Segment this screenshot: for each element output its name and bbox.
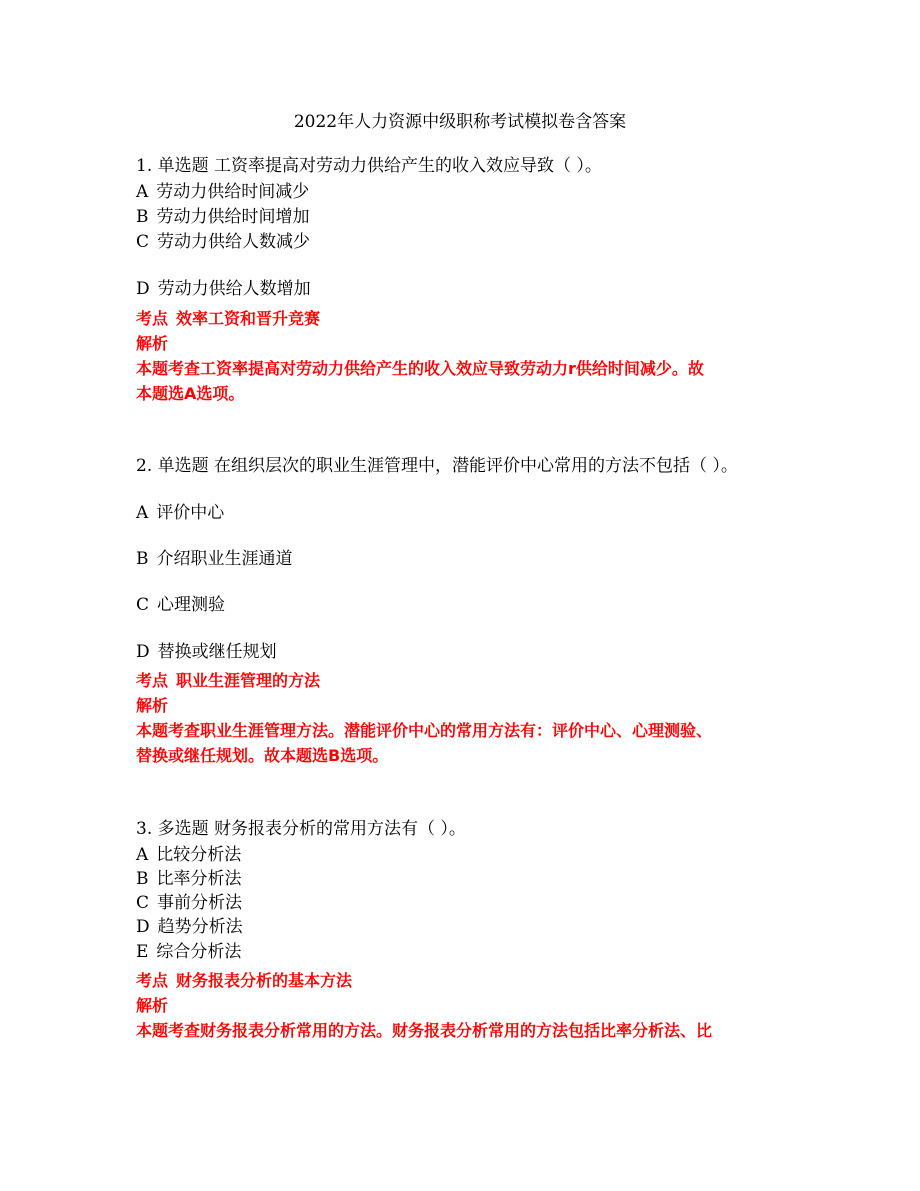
point-label: 考点 <box>136 671 169 690</box>
option-letter: A <box>136 182 149 202</box>
point-label: 考点 <box>136 309 169 328</box>
question-1-option-d <box>136 277 311 301</box>
option-letter: D <box>136 642 150 662</box>
option-text: 劳动力供给时间增加 <box>156 207 310 227</box>
question-3-header: 3. 多选题 财务报表分析的常用方法有（ ）。 <box>136 819 466 839</box>
question-2-option-d <box>136 640 277 664</box>
point-text: 职业生涯管理的方法 <box>176 671 321 690</box>
question-1-option-c <box>136 230 310 254</box>
option-text: 劳动力供给人数减少 <box>157 232 311 252</box>
question-3-option-c <box>136 891 242 915</box>
question-3-analysis-line: 本题考查财务报表分析常用的方法。财务报表分析常用的方法包括比率分析法、比 <box>136 1021 713 1040</box>
option-letter: C <box>136 893 150 913</box>
option-letter: C <box>136 595 150 615</box>
question-2-option-c <box>136 593 225 617</box>
option-text: 比率分析法 <box>156 869 242 889</box>
option-letter: A <box>136 845 149 865</box>
question-3-option-a <box>136 843 241 867</box>
option-text: 心理测验 <box>157 595 226 615</box>
question-3-analysis-label: 解析 <box>136 996 169 1015</box>
question-3-option-e <box>136 940 241 964</box>
option-letter: B <box>136 869 149 889</box>
question-1-point <box>136 307 320 331</box>
option-text: 替换或继任规划 <box>157 642 277 662</box>
question-3-point <box>136 969 352 993</box>
option-text: 介绍职业生涯通道 <box>156 549 293 569</box>
option-letter: E <box>136 942 149 962</box>
question-2-option-b <box>136 547 293 571</box>
point-text: 财务报表分析的基本方法 <box>176 971 353 990</box>
option-text: 综合分析法 <box>156 942 242 962</box>
question-2-point <box>136 669 320 693</box>
question-1-option-a <box>136 180 309 204</box>
option-letter: D <box>136 917 150 937</box>
question-1-option-b <box>136 205 310 229</box>
question-2-analysis-label: 解析 <box>136 696 169 715</box>
option-text: 评价中心 <box>156 503 225 523</box>
point-label: 考点 <box>136 971 169 990</box>
option-letter: D <box>136 279 150 299</box>
question-2-analysis-line: 本题考查职业生涯管理方法。潜能评价中心的常用方法有：评价中心、心理测验、 <box>136 721 713 740</box>
option-letter: C <box>136 232 150 252</box>
point-text: 效率工资和晋升竞赛 <box>176 309 321 328</box>
option-text: 事前分析法 <box>157 893 243 913</box>
question-2-analysis-line: 替换或继任规划。故本题选B选项。 <box>136 746 389 765</box>
question-3-option-d <box>136 915 243 939</box>
question-1-header: 1. 单选题 工资率提高对劳动力供给产生的收入效应导致（ ）。 <box>136 156 602 176</box>
question-3-option-b <box>136 867 242 891</box>
question-2-option-a <box>136 501 224 525</box>
question-2-header: 2. 单选题 在组织层次的职业生涯管理中，潜能评价中心常用的方法不包括（ ）。 <box>136 456 738 476</box>
option-letter: B <box>136 549 149 569</box>
option-text: 趋势分析法 <box>157 917 243 937</box>
option-text: 劳动力供给人数增加 <box>157 279 311 299</box>
option-letter: B <box>136 207 149 227</box>
question-1-analysis-line: 本题考查工资率提高对劳动力供给产生的收入效应导致劳动力r供给时间减少。故 <box>136 359 704 378</box>
question-1-analysis-line: 本题选A选项。 <box>136 384 245 403</box>
option-text: 劳动力供给时间减少 <box>156 182 310 202</box>
question-1-analysis-label: 解析 <box>136 334 169 353</box>
document-title: 2022年人力资源中级职称考试模拟卷含答案 <box>293 112 627 132</box>
option-letter: A <box>136 503 149 523</box>
option-text: 比较分析法 <box>156 845 242 865</box>
